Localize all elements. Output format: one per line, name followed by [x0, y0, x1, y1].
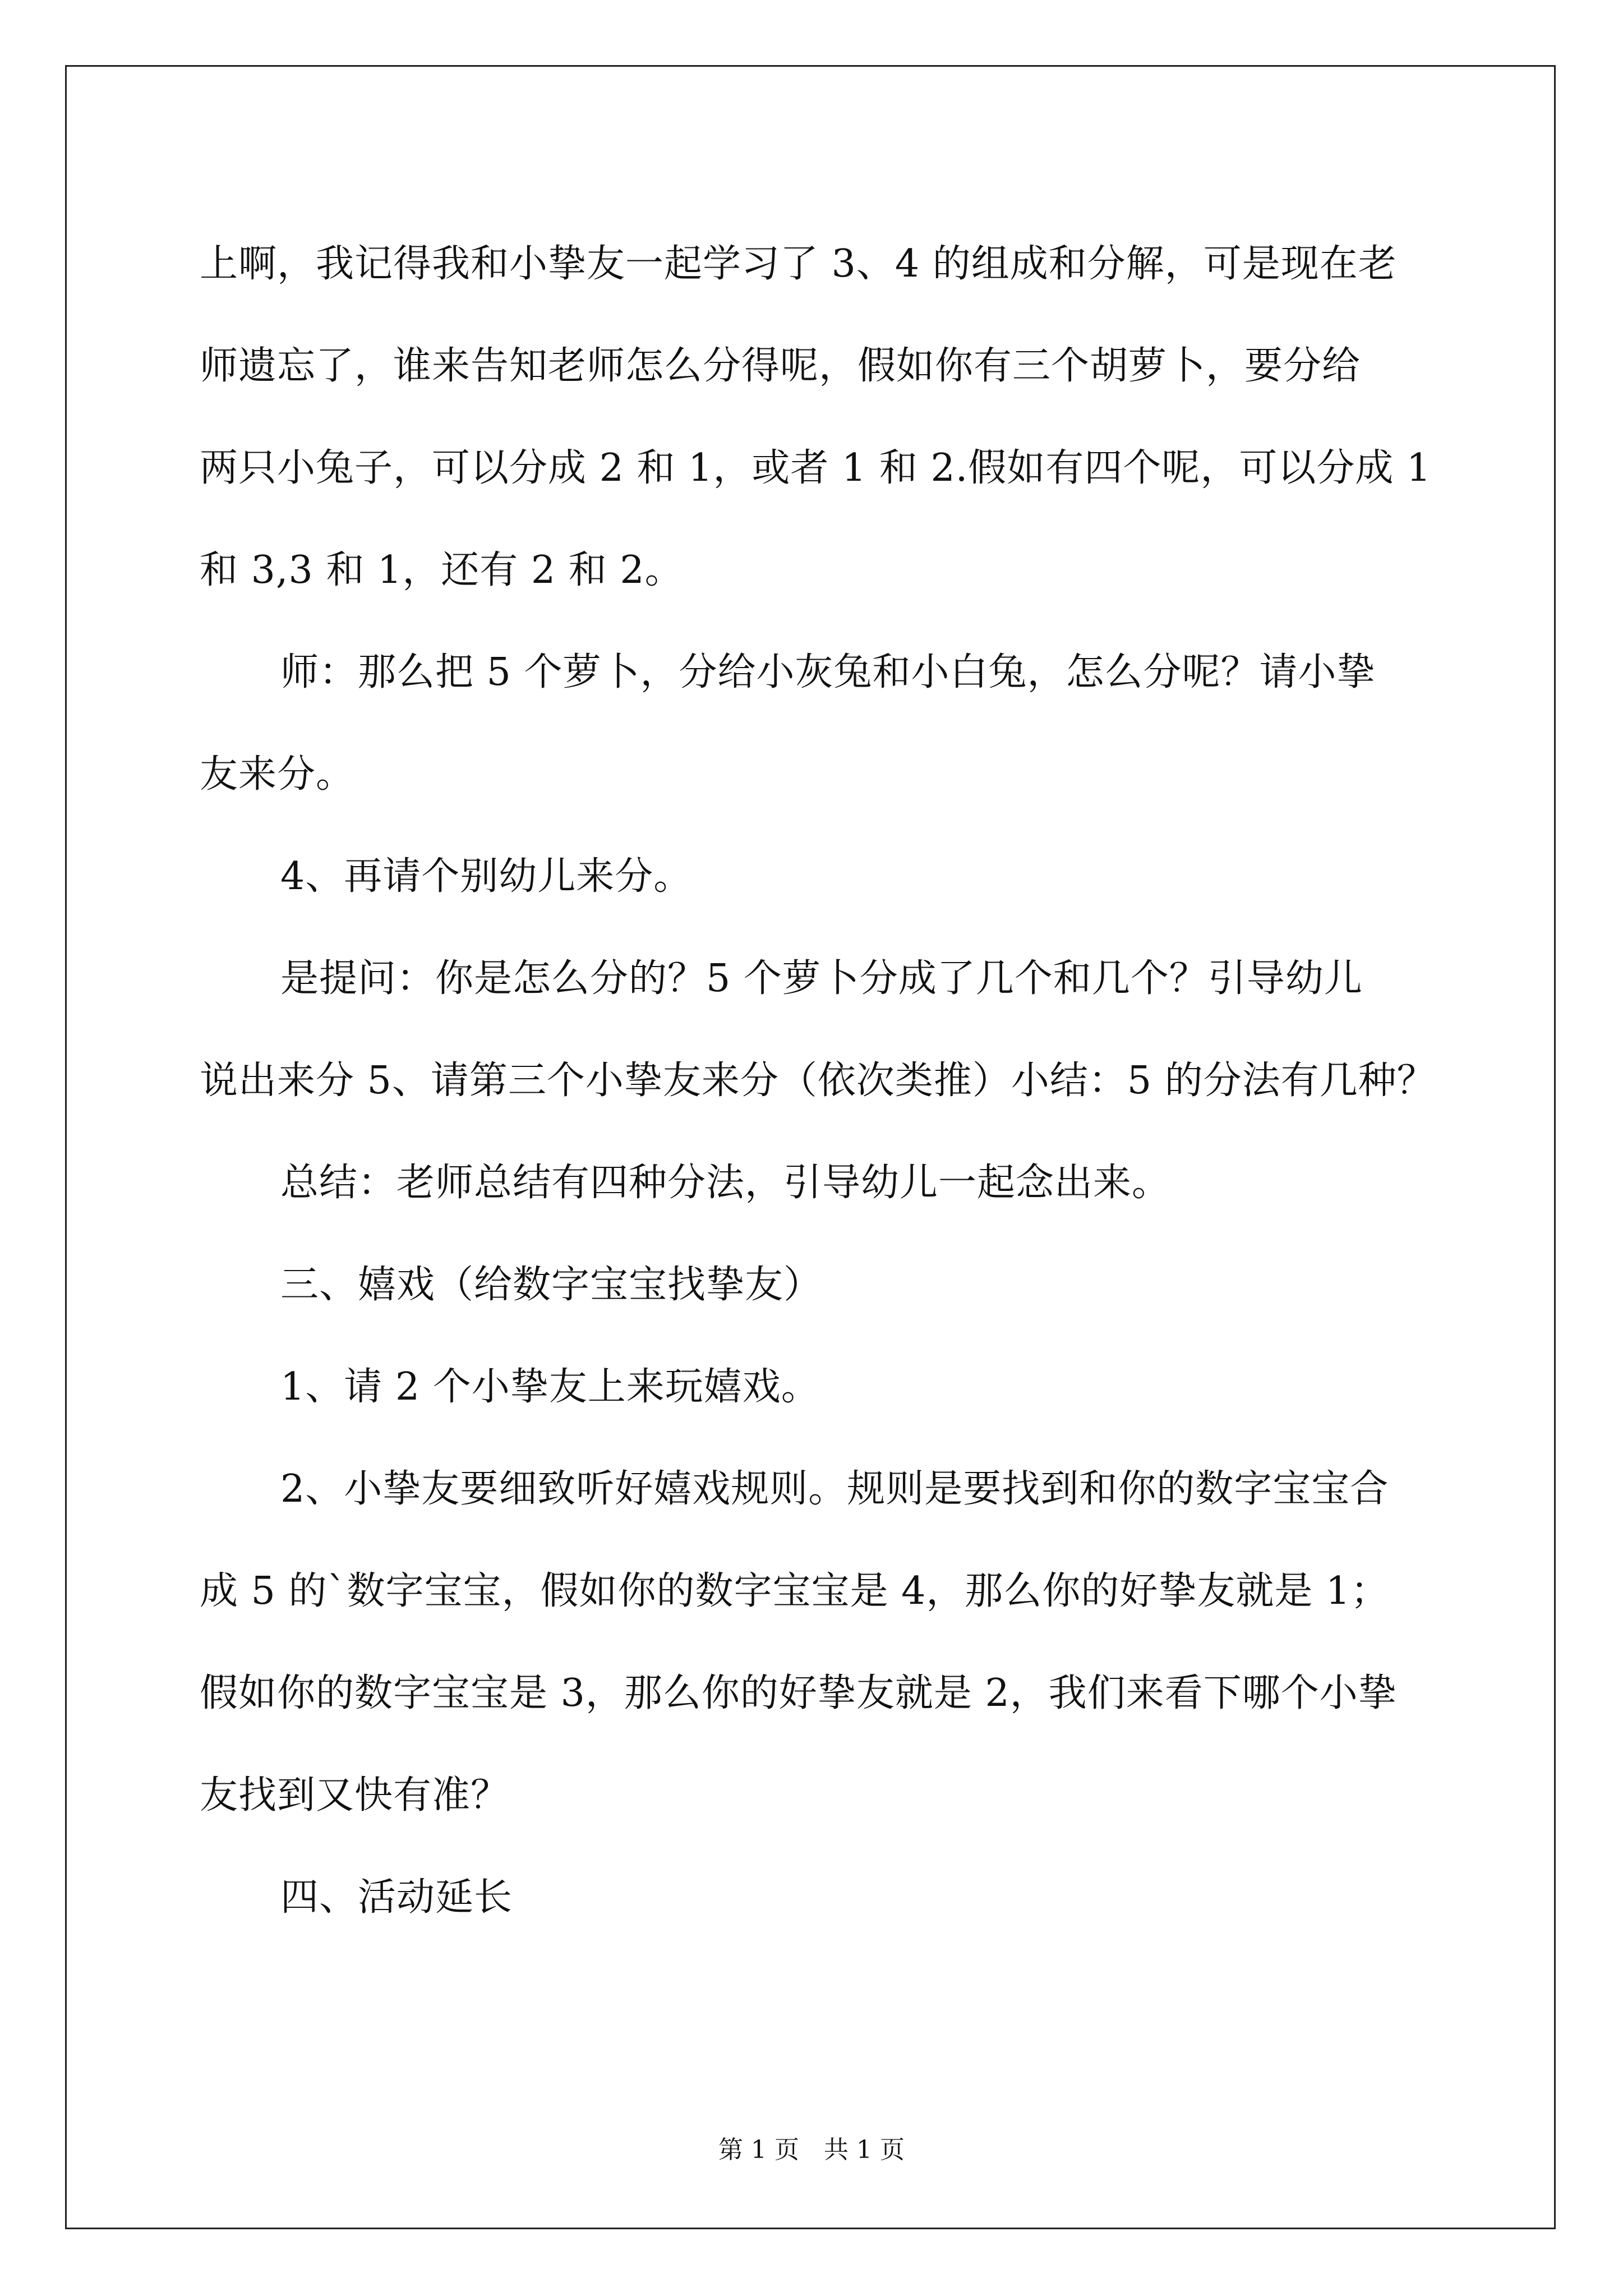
text-line: 是提问：你是怎么分的？5 个萝卜分成了几个和几个？引导幼儿 — [280, 956, 1363, 1001]
text-line: 成 5 的`数字宝宝，假如你的数字宝宝是 4，那么你的好挚友就是 1； — [200, 1569, 1390, 1613]
page-number-footer: 第 1 页 共 1 页 — [718, 2136, 905, 2164]
text-line: 两只小兔子，可以分成 2 和 1，或者 1 和 2.假如有四个呢，可以分成 1 — [200, 446, 1432, 490]
document-body — [200, 213, 1436, 1949]
text-line: 假如你的数字宝宝是 3，那么你的好挚友就是 2，我们来看下哪个小挚 — [200, 1671, 1397, 1715]
text-line: 友来分。 — [200, 752, 355, 797]
text-line: 2、小挚友要细致听好嬉戏规则。规则是要找到和你的数字宝宝合 — [280, 1467, 1389, 1511]
text-line: 友找到又快有准？ — [200, 1773, 510, 1818]
section-heading: 三、嬉戏（给数字宝宝找挚友） — [280, 1263, 823, 1307]
text-line: 和 3,3 和 1，还有 2 和 2。 — [200, 548, 684, 592]
text-line: 总结：老师总结有四种分法，引导幼儿一起念出来。 — [280, 1161, 1171, 1205]
text-line: 师：那么把 5 个萝卜，分给小灰兔和小白兔，怎么分呢？请小挚 — [280, 650, 1376, 694]
text-line: 说出来分 5、请第三个小挚友来分（依次类推）小结：5 的分法有几种？ — [200, 1059, 1436, 1103]
text-line: 师遗忘了，谁来告知老师怎么分得呢，假如你有三个胡萝卜，要分给 — [200, 344, 1361, 388]
text-line: 4、再请个别幼儿来分。 — [280, 854, 693, 899]
section-heading: 四、活动延长 — [280, 1875, 513, 1920]
text-line: 1、请 2 个小挚友上来玩嬉戏。 — [280, 1365, 820, 1409]
text-line: 上啊，我记得我和小挚友一起学习了 3、4 的组成和分解，可是现在老 — [200, 242, 1397, 286]
